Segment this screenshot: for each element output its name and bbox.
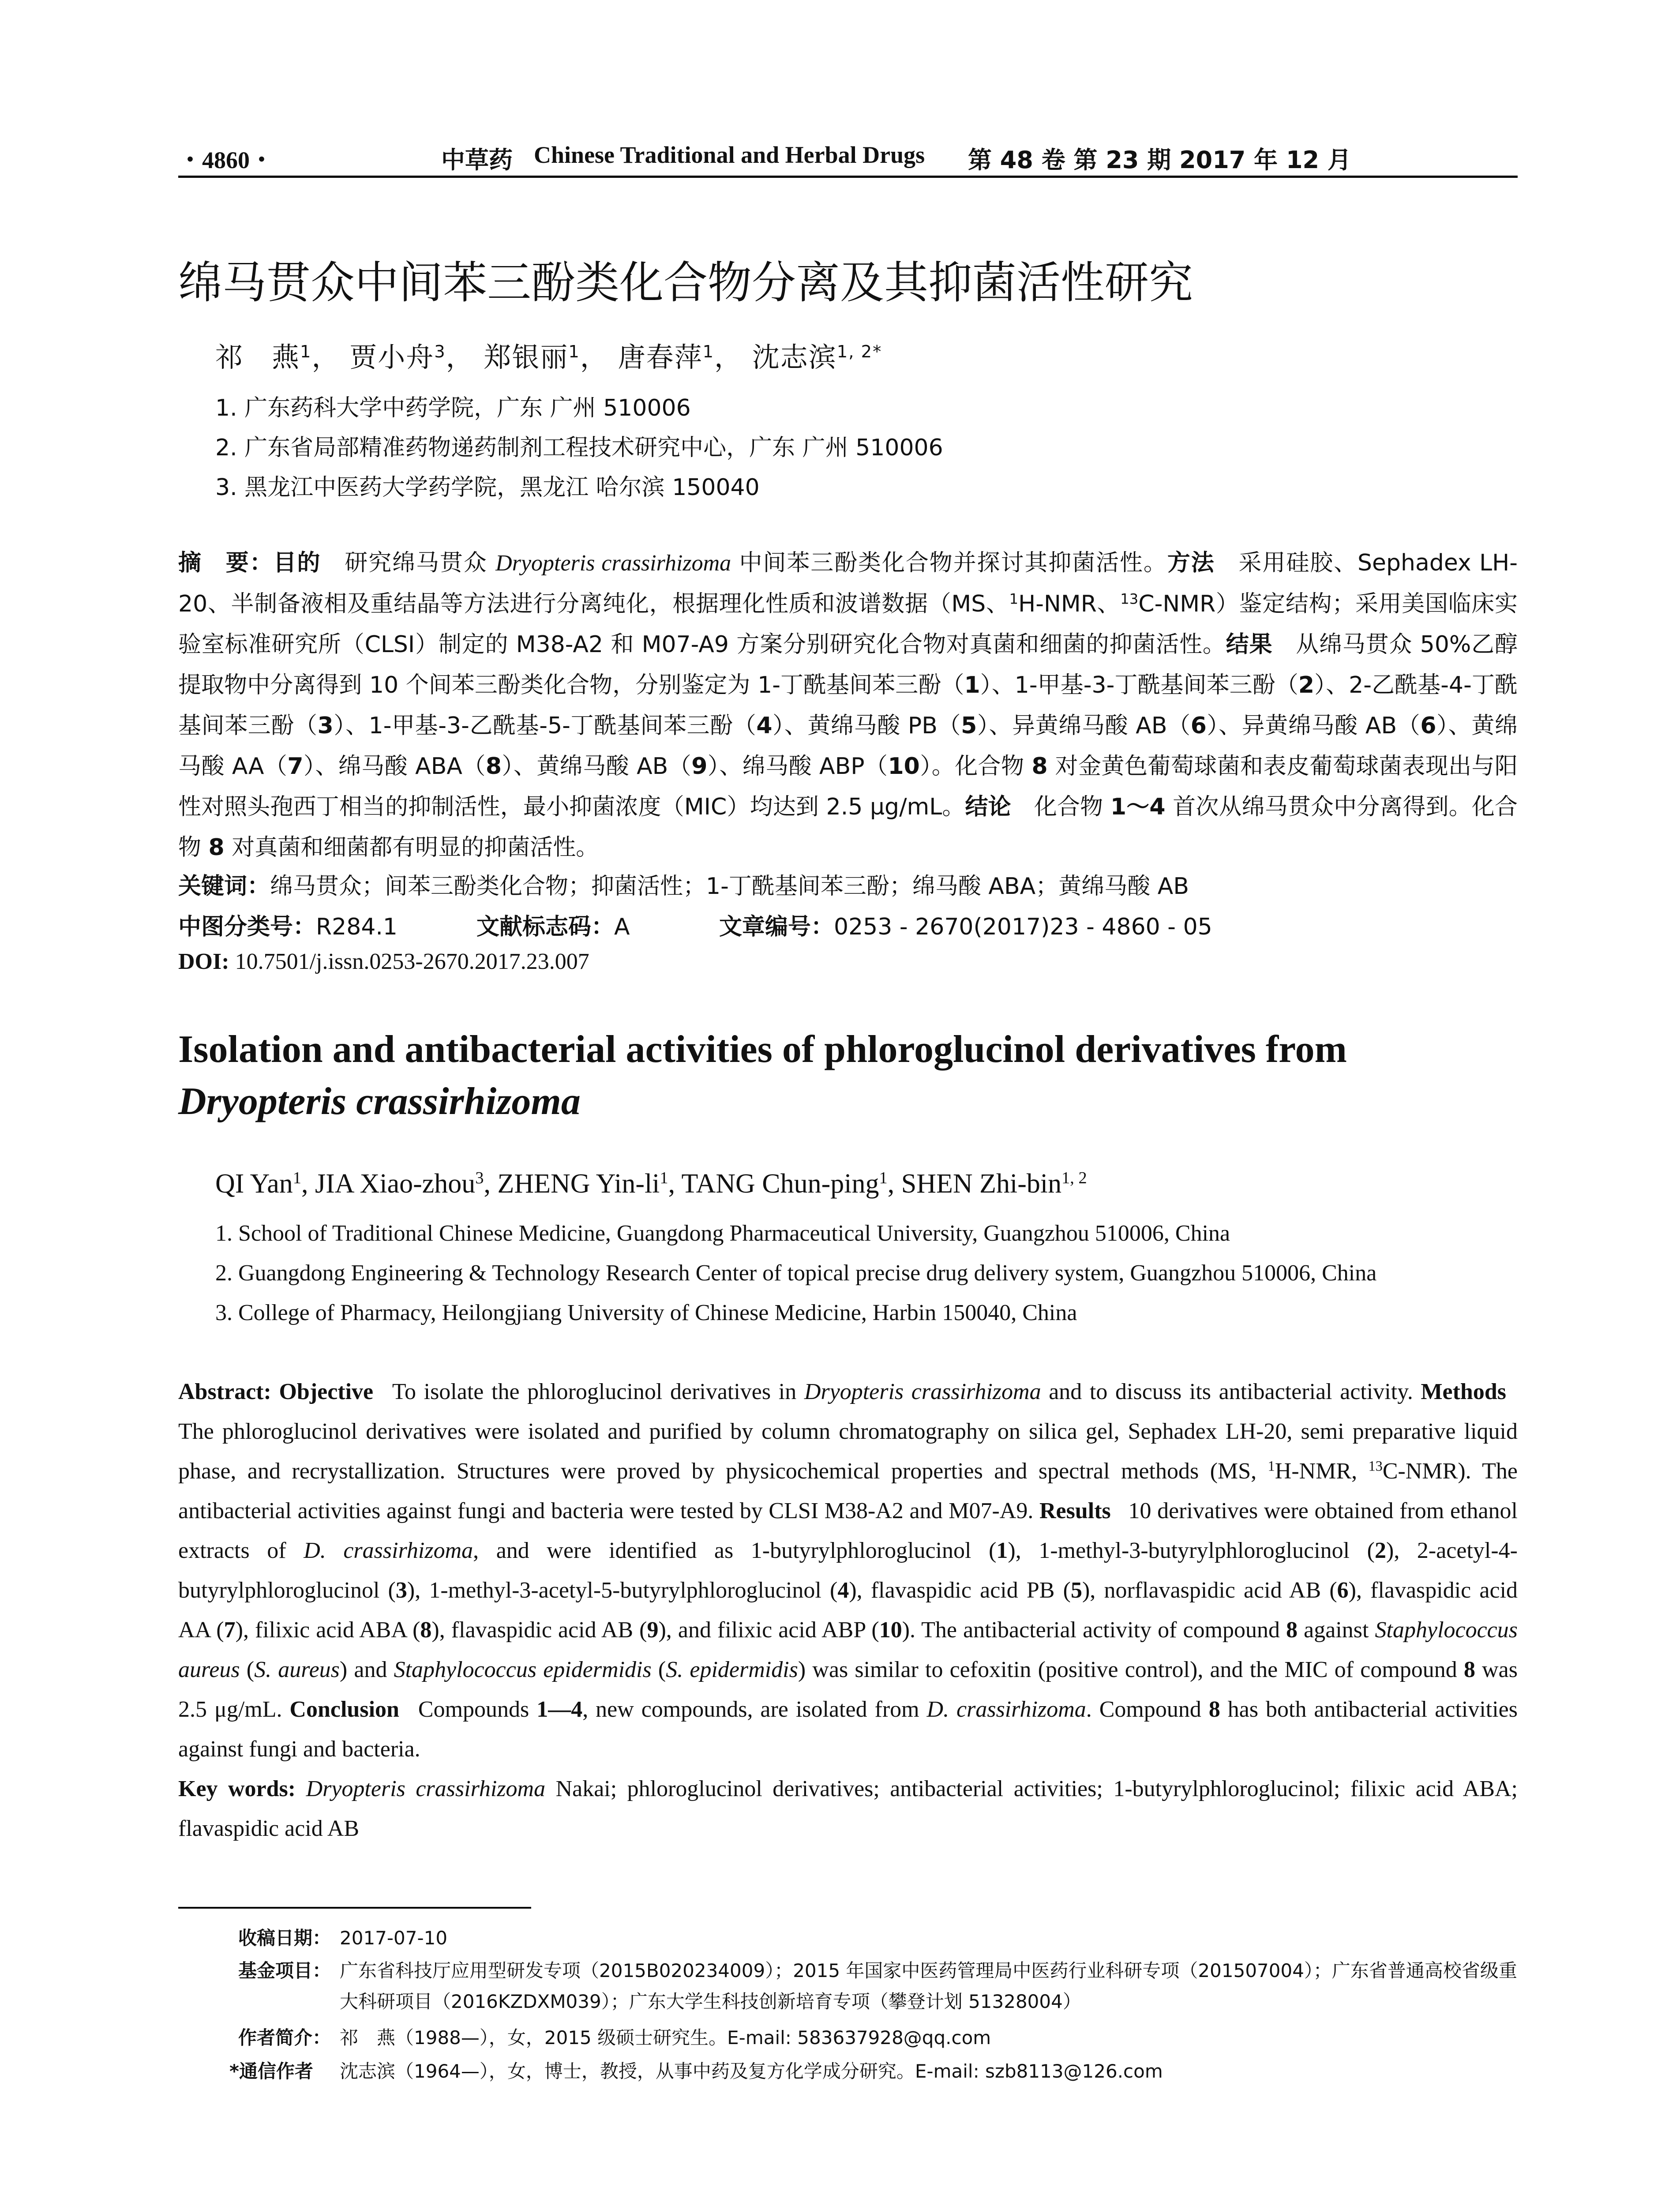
document-code-value: A: [614, 914, 630, 940]
compound-number: 8: [1208, 1697, 1220, 1722]
footnote-label: 基金项目：: [238, 1960, 331, 1981]
results-text: ), norflavaspidic acid AB (: [1082, 1578, 1337, 1603]
results-text: ) was similar to cefoxitin (positive control), and the MIC of compound: [798, 1657, 1464, 1682]
methods-label: Methods: [1421, 1379, 1507, 1404]
compound-number: 2: [1375, 1538, 1386, 1563]
methods-text: H-NMR、: [1018, 591, 1121, 617]
results-text: ）、异黄绵马酸 AB（: [977, 713, 1191, 739]
results-text: ), flavaspidic acid PB (: [849, 1578, 1071, 1603]
footnote-label: *通信作者: [229, 2060, 313, 2082]
compound-number: 9: [647, 1617, 659, 1643]
methods-label: 方法: [1167, 550, 1215, 576]
journal-issue: 第 48 卷 第 23 期 2017 年 12 月: [968, 146, 1351, 174]
document-code-label: 文献标志码：: [476, 914, 615, 940]
compound-number: 6: [1337, 1578, 1349, 1603]
author-name: 郑银丽: [484, 341, 569, 373]
footnote-label: 收稿日期：: [238, 1927, 331, 1949]
conclusion-text: 对真菌和细菌都有明显的抑菌活性。: [224, 834, 599, 861]
footnote-text: 2017-07-10: [340, 1927, 448, 1949]
author-list-en: QI Yan$^1$, JIA Xiao-zhou$^3$, ZHENG Yin-$li^1$, TANG Chun-ping$^1$, SHEN Zhi-bin$^{1, 2}$: [215, 1168, 1087, 1199]
compound-number: 4: [756, 713, 772, 739]
results-text: 从绵马贯众 50%乙醇提取物中分离得到 10 个间苯三酚类化合物，分别鉴定为 1-丁酰基间苯三酚（: [178, 631, 1518, 698]
author-name: JIA Xiao-zhou: [315, 1169, 476, 1199]
species-name: Staphylococcus aureus: [178, 1617, 1518, 1682]
results-text: ), flavaspidic acid AB (: [431, 1617, 647, 1643]
affiliation-cn-3: 3. 黑龙江中医药大学药学院，黑龙江 哈尔滨 150040: [215, 474, 760, 501]
clc-value: R284.1: [316, 914, 398, 940]
compound-number: 5: [1070, 1578, 1082, 1603]
isotope-mark: 13: [1120, 590, 1139, 608]
footnote-text: 广东省科技厅应用型研发专项（2015B020234009）；2015 年国家中医药管理局中医药行业科研专项（201507004）；广东省普通高校省级重大科研项目（2016KZDXM039）；广东大学生科技创新培育专项（攀登计划 51328004）: [340, 1960, 1517, 2012]
conclusion-text: Compounds: [418, 1697, 537, 1722]
compound-number: 6: [1190, 713, 1207, 739]
results-text: ）、黄绵马酸 AA（: [178, 713, 1518, 780]
conclusion-text: 首次从绵马贯众中分离得到。化合物: [178, 794, 1518, 861]
compound-number: 3: [395, 1578, 407, 1603]
running-header: [178, 141, 1518, 176]
objective-text: To isolate the phloroglucinol derivatives in: [392, 1379, 804, 1404]
compound-number: 1～4: [1110, 794, 1166, 820]
affiliation-en-3: 3. College of Pharmacy, Heilongjiang University of Chinese Medicine, Harbin 150040, China: [215, 1300, 1077, 1325]
affiliation-en-2: 2. Guangdong Engineering & Technology Research Center of topical precise drug delivery system, Guangzhou 510006, China: [215, 1261, 1377, 1286]
results-text: ）、异黄绵马酸 AB（: [1206, 713, 1421, 739]
isotope-mark: 1: [1009, 590, 1019, 608]
footnote-funding: [238, 1955, 1593, 2026]
clc-label: 中图分类号：: [178, 914, 316, 940]
compound-number: 1: [964, 672, 980, 698]
author-affiliation-mark: 1, 2*: [836, 341, 882, 362]
results-text: ）、黄绵马酸 AB（: [502, 753, 692, 780]
methods-text: H-NMR,: [1275, 1459, 1369, 1484]
objective-text: 中间苯三酚类化合物并探讨其抑菌活性。: [731, 550, 1167, 576]
results-label: 结果: [1226, 631, 1273, 658]
compound-number: 6: [1420, 713, 1436, 739]
compound-number: 7: [287, 753, 304, 780]
doi-label: DOI:: [178, 949, 229, 974]
footnote-text: 祁 燕（1988—），女，2015 级硕士研究生。E-mail: 583637928@qq.com: [340, 2027, 991, 2048]
keywords-text: 绵马贯众；间苯三酚类化合物；抑菌活性；1-丁酰基间苯三酚；绵马酸 ABA；黄绵马酸 AB: [270, 873, 1189, 900]
author-name: 贾小舟: [349, 341, 435, 373]
affiliation-cn-2: 2. 广东省局部精准药物递药制剂工程技术研究中心，广东 广州 510006: [215, 435, 943, 461]
compound-number: 8: [420, 1617, 432, 1643]
keywords-label: 关键词：: [178, 873, 270, 900]
isotope-mark: 13: [1368, 1458, 1383, 1474]
footnote-text: 沈志滨（1964—），女，博士，教授，从事中药及复方化学成分研究。E-mail: szb8113@126.com: [340, 2060, 1163, 2082]
objective-text: 研究绵马贯众: [344, 550, 496, 576]
species-name: Dryopteris crassirhizoma: [306, 1776, 546, 1801]
compound-number: 2: [1298, 672, 1315, 698]
keywords-text: Nakai; phloroglucinol derivatives; antibacterial activities; 1-butyrylphloroglucinol; filixic acid ABA; flavaspidic acid AB: [178, 1776, 1518, 1841]
species-name: S. aureus: [254, 1657, 340, 1682]
footnote-corresponding-author: [229, 2056, 1593, 2091]
author-affiliation-mark: 1: [660, 1168, 668, 1187]
objective-label: 目的: [273, 550, 321, 576]
title-text: Isolation and antibacterial activities of phloroglucinol derivatives from: [178, 1028, 1347, 1071]
compound-number: 5: [961, 713, 977, 739]
author-affiliation-mark: 1: [292, 1168, 301, 1187]
author-name: 唐春萍: [618, 341, 703, 373]
results-text: ）、2-乙酰基-4-丁酰基间苯三酚（: [178, 672, 1518, 739]
results-text: , and were identified as 1-butyrylphloroglucinol (: [473, 1538, 997, 1563]
keywords-label: Key words:: [178, 1776, 296, 1801]
results-text: ）。化合物: [919, 753, 1032, 780]
document-code: [476, 908, 630, 941]
compound-number: 8: [1031, 753, 1048, 780]
conclusion-text: . Compound: [1086, 1697, 1209, 1722]
compound-number: 8: [1286, 1617, 1298, 1643]
abstract-label: Abstract: Objective: [178, 1379, 374, 1404]
conclusion-text: has both antibacterial activities against fungi and bacteria.: [178, 1697, 1518, 1762]
author-list-cn: 祁 燕$^1$， 贾小舟$^3$， 郑银丽$^1$， 唐春萍$^1$， 沈志滨$^{1, 2*}$: [215, 341, 882, 373]
compound-number: 1—4: [536, 1697, 583, 1722]
footnote-received: [238, 1923, 1593, 1958]
results-text: ), flavaspidic acid AA (: [178, 1578, 1518, 1643]
compound-number: 4: [837, 1578, 849, 1603]
affiliation-cn-1: 1. 广东药科大学中药学院，广东 广州 510006: [215, 395, 691, 421]
author-name: 沈志滨: [752, 341, 837, 373]
classification-line: [178, 908, 398, 941]
results-label: Results: [1039, 1498, 1111, 1523]
methods-text: C-NMR). The antibacterial activities against fungi and bacteria were tested by CLSI M38-A2 and M07-A9.: [178, 1459, 1518, 1523]
results-text: against: [1298, 1617, 1375, 1643]
page-title-en: [178, 1024, 1519, 1128]
objective-text: and to discuss its antibacterial activity.: [1041, 1379, 1421, 1404]
compound-number: 7: [224, 1617, 236, 1643]
compound-number: 9: [691, 753, 708, 780]
author-name: TANG Chun-ping: [681, 1169, 879, 1199]
abstract-cn: [178, 543, 1518, 868]
species-name: S. epidermidis: [666, 1657, 798, 1682]
results-text: ), 1-methyl-3-butyrylphloroglucinol (: [1008, 1538, 1375, 1563]
results-text: ). The antibacterial activity of compound: [902, 1617, 1286, 1643]
footnote-author-bio: [238, 2022, 1593, 2058]
author-name: ZHENG Yin-li: [497, 1169, 660, 1199]
species-name: Dryopteris crassirhizoma: [495, 551, 731, 576]
results-text: ）、绵马酸 ABA（: [303, 753, 486, 780]
keywords-cn: [178, 867, 1189, 900]
article-number-value: 0253 - 2670(2017)23 - 4860 - 05: [834, 914, 1212, 940]
article-number: [719, 908, 1212, 941]
author-name: SHEN Zhi-bin: [901, 1169, 1062, 1199]
results-text: ) and: [339, 1657, 394, 1682]
keywords-en: [178, 1776, 1518, 1841]
doi-line: [178, 949, 589, 975]
author-affiliation-mark: 1: [702, 341, 715, 362]
journal-name-cn: 中草药: [441, 146, 513, 174]
compound-number: 10: [879, 1617, 902, 1643]
author-affiliation-mark: 3: [434, 341, 446, 362]
footnote-label: 作者简介：: [238, 2027, 331, 2048]
doi-value: 10.7501/j.issn.0253-2670.2017.23.007: [229, 949, 589, 974]
methods-text: 采用硅胶、Sephadex LH-20、半制备液相及重结晶等方法进行分离纯化，根据理化性质和波谱数据（MS、: [178, 550, 1518, 617]
compound-number: 8: [1463, 1657, 1475, 1682]
conclusion-text: , new compounds, are isolated from: [582, 1697, 927, 1722]
compound-number: 8: [208, 834, 225, 861]
results-text: ), 1-methyl-3-acetyl-5-butyrylphloroglucinol (: [407, 1578, 838, 1603]
header-rule: [178, 176, 1518, 178]
author-affiliation-mark: 1, 2: [1061, 1168, 1087, 1187]
author-affiliation-mark: 1: [879, 1168, 888, 1187]
compound-number: 3: [317, 713, 334, 739]
author-name: 祁 燕: [215, 341, 300, 373]
results-text: ）、绵马酸 ABP（: [707, 753, 888, 780]
methods-text: C-NMR）鉴定结构；采用美国临床实验室标准研究所（CLSI）制定的 M38-A2 和 M07-A9 方案分别研究化合物对真菌和细菌的抑菌活性。: [178, 591, 1518, 658]
results-text: ）、1-甲基-3-乙酰基-5-丁酰基间苯三酚（: [333, 713, 757, 739]
compound-number: 8: [485, 753, 502, 780]
species-name: Staphylococcus epidermidis: [394, 1657, 652, 1682]
results-text: ）、黄绵马酸 PB（: [772, 713, 961, 739]
author-affiliation-mark: 3: [475, 1168, 484, 1187]
conclusion-label: Conclusion: [289, 1697, 399, 1722]
abstract-en: Abstract: Objective To isolate the phloroglucinol derivatives in Dryopteris crassirhizoma and to discuss its antibacterial activity. Methods The phloroglucinol derivatives were isolated and purified by column chromatography on silica gel, Sephadex LH-20, semi preparative liquid phase, and recrystallization. Structures were proved by physicochemical properties and spectral methods (MS, $^1$H-NMR, $^{13}$C-NMR). The antibacterial activities against fungi and bacteria were tested by CLSI M38-A2 and M07-A9. Results 10 derivatives were obtained from ethanol extracts of D. crassirhizoma, and were identified as 1-butyrylphloroglucinol (1), 1-methyl-3-butyrylphloroglucinol (2), 2-acetyl-4-butyrylphloroglucinol (3), 1-methyl-3-acetyl-5-butyrylphloroglucinol (4), flavaspidic acid PB (5), norflavaspidic acid AB (6), flavaspidic acid AA (7), filixic acid ABA (8), flavaspidic acid AB (9), and filixic acid ABP (10). The antibacterial activity of compound 8 against Staphylococcus aureus (S. aureus) and Staphylococcus epidermidis (S. epidermidis) was similar to cefoxitin (positive control), and the MIC of compound 8 was 2.5 μg/mL. Conclusion Compounds 1—4, new compounds, are isolated from D. crassirhizoma. Compound 8 has both antibacterial activities against fungi and bacteria. Key words: Dryopteris crassirhizoma Nakai; phloroglucinol derivatives; antibacterial activities; 1-butyrylphloroglucinol; filixic acid ABA; flavaspidic acid AB: [178, 1379, 1518, 1841]
affiliation-en-1: 1. School of Traditional Chinese Medicine, Guangdong Pharmaceutical University, Guangzhou 510006, China: [215, 1221, 1230, 1246]
species-name: D. crassirhizoma: [926, 1697, 1086, 1722]
abstract-label: 摘 要：: [178, 550, 274, 576]
results-text: ), filixic acid ABA (: [235, 1617, 420, 1643]
isotope-mark: 1: [1268, 1458, 1275, 1474]
species-name: Dryopteris crassirhizoma: [804, 1379, 1041, 1404]
species-name: Dryopteris crassirhizoma: [178, 1080, 581, 1123]
author-affiliation-mark: 1: [568, 341, 580, 362]
results-text: ）、1-甲基-3-丁酰基间苯三酚（: [980, 672, 1298, 698]
results-text: ), 2-acetyl-4-butyrylphloroglucinol (: [178, 1538, 1518, 1603]
page-number: ・4860・: [178, 147, 274, 173]
conclusion-label: 结论: [965, 794, 1011, 820]
results-text: 对金黄色葡萄球菌和表皮葡萄球菌表现出与阳性对照头孢西丁相当的抑制活性，最小抑菌浓度（MIC）均达到 2.5 μg/mL。: [178, 753, 1518, 820]
author-affiliation-mark: 1: [300, 341, 312, 362]
species-name: D. crassirhizoma: [304, 1538, 473, 1563]
results-text: was 2.5 μg/mL.: [178, 1657, 1518, 1722]
journal-name-en: Chinese Traditional and Herbal Drugs: [534, 142, 925, 168]
conclusion-text: 化合物: [1034, 794, 1110, 820]
results-text: 10 derivatives were obtained from ethanol extracts of: [178, 1498, 1518, 1563]
compound-number: 1: [996, 1538, 1008, 1563]
compound-number: 10: [888, 753, 920, 780]
results-text: ), and filixic acid ABP (: [658, 1617, 879, 1643]
article-number-label: 文章编号：: [719, 914, 834, 940]
footnote-rule: [178, 1907, 531, 1909]
methods-text: The phloroglucinol derivatives were isolated and purified by column chromatography on silica gel, Sephadex LH-20, semi preparative liquid phase, and recrystallization. Structures were proved by physicochemical properties and spectral methods (MS,: [178, 1419, 1518, 1484]
page-title-cn: 绵马贯众中间苯三酚类化合物分离及其抑菌活性研究: [178, 257, 1193, 308]
author-name: QI Yan: [215, 1169, 293, 1199]
